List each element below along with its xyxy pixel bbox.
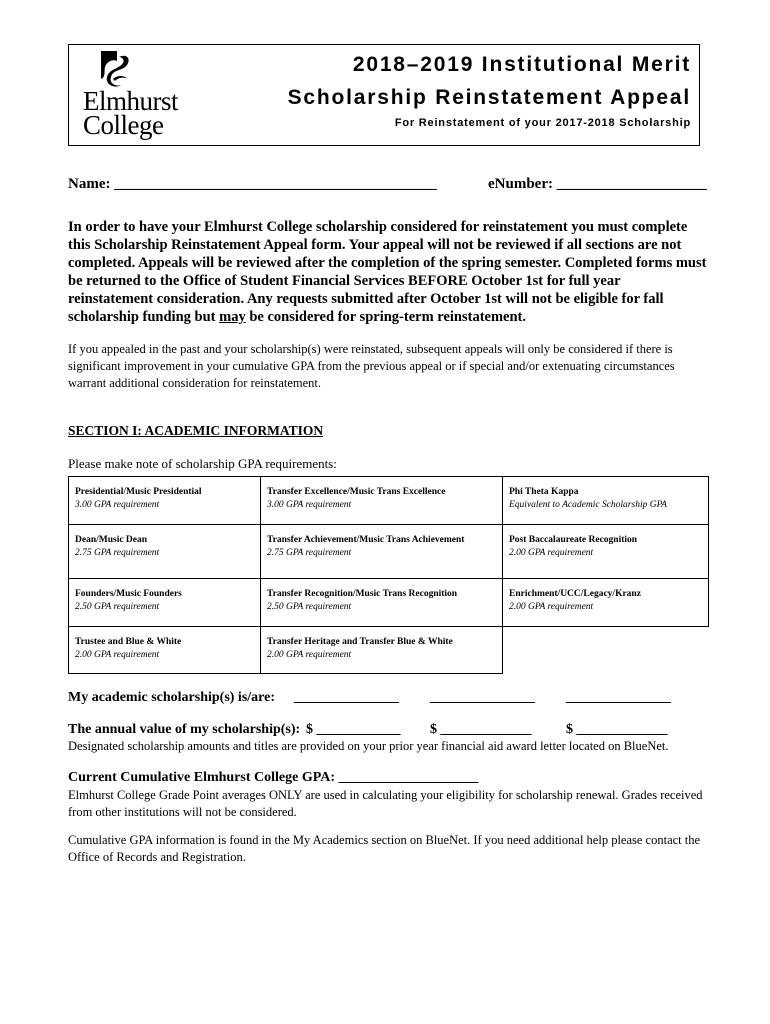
page-title-line1: 2018–2019 Institutional Merit xyxy=(352,53,691,76)
scholarship-name: Transfer Achievement/Music Trans Achievement xyxy=(267,535,465,545)
section-heading: SECTION I: ACADEMIC INFORMATION xyxy=(68,423,324,438)
name-blank[interactable]: ___________________________________________ xyxy=(114,176,437,192)
annual-value-field-1[interactable] xyxy=(306,722,401,738)
table-cell xyxy=(503,579,709,627)
header-box xyxy=(68,44,700,146)
currency-symbol: $ xyxy=(430,722,437,737)
scholarship-name: Founders/Music Founders xyxy=(75,589,182,599)
gpa-requirement: 3.00 GPA requirement xyxy=(75,500,160,510)
annual-value-blank-3[interactable]: _____________ xyxy=(576,722,668,737)
cumulative-gpa-paragraph: Cumulative GPA information is found in the My Academics section on BlueNet. If you need additional help please contact the Office of Records and Registration. xyxy=(68,833,701,864)
table-row xyxy=(69,579,709,627)
table-cell xyxy=(69,477,261,525)
table-row xyxy=(69,477,709,525)
gpa-label: Current Cumulative Elmhurst College GPA: xyxy=(68,770,336,785)
annual-value-row xyxy=(68,722,300,738)
logo-text-college: College xyxy=(83,110,164,140)
enumber-field[interactable] xyxy=(488,176,707,193)
table-cell xyxy=(69,627,261,674)
appeal-history-paragraph: If you appealed in the past and your scholarship(s) were reinstated, subsequent appeals will only be considered if there is significant improvement in your cumulative GPA from the previous appeal or if special and/or extenuating circumstances warrant additional consideration for reinstatement. xyxy=(68,342,675,390)
scholarship-name: Phi Theta Kappa xyxy=(509,487,579,497)
intro-paragraph xyxy=(68,218,708,326)
scholarship-name: Transfer Recognition/Music Trans Recognition xyxy=(267,589,458,599)
table-cell xyxy=(261,627,503,674)
gpa-requirement: 2.75 GPA requirement xyxy=(267,548,352,558)
scholarship-blank-1[interactable]: _______________ xyxy=(294,690,399,705)
intro-underlined-word: may xyxy=(219,309,246,325)
gpa-blank[interactable]: ____________________ xyxy=(338,770,479,785)
table-cell xyxy=(69,579,261,627)
table-cell xyxy=(69,525,261,579)
table-cell xyxy=(261,477,503,525)
annual-value-field-2[interactable] xyxy=(430,722,532,738)
designated-note: Designated scholarship amounts and titles are provided on your prior year financial aid award letter located on BlueNet. xyxy=(68,739,669,753)
scholarship-name: Enrichment/UCC/Legacy/Kranz xyxy=(509,589,641,599)
table-cell xyxy=(503,477,709,525)
gpa-requirement: 2.00 GPA requirement xyxy=(509,548,594,558)
enumber-blank[interactable]: ____________________ xyxy=(556,176,707,192)
gpa-requirement: 2.50 GPA requirement xyxy=(267,602,352,612)
table-cell xyxy=(503,525,709,579)
logo-text-elmhurst: Elmhurst xyxy=(83,86,178,116)
gpa-requirement: 3.00 GPA requirement xyxy=(267,500,352,510)
gpa-note: Please make note of scholarship GPA requirements: xyxy=(68,456,337,471)
intro-text-part2: be considered for spring-term reinstatement. xyxy=(245,309,526,325)
scholarship-name: Transfer Excellence/Music Trans Excellence xyxy=(267,487,446,497)
gpa-requirement: 2.00 GPA requirement xyxy=(509,602,594,612)
table-cell xyxy=(261,525,503,579)
gpa-requirement: 2.50 GPA requirement xyxy=(75,602,160,612)
intro-text-part1: In order to have your Elmhurst College scholarship considered for reinstatement you must complete this Scholarship Reinstatement Appeal form. Your appeal will not be reviewed if all sections are not completed. Appeals will be reviewed after the completion of the spring semester. Completed forms must be returned to the Office of Student Financial Services BEFORE October 1st for full year reinstatement consideration. Any requests submitted after October 1st will not be eligible for fall scholarship funding but xyxy=(68,219,707,325)
scholarship-name: Transfer Heritage and Transfer Blue & White xyxy=(267,637,453,647)
crest-icon xyxy=(99,49,133,89)
scholarship-name: Presidential/Music Presidential xyxy=(75,487,202,497)
gpa-eligibility-paragraph: Elmhurst College Grade Point averages ONLY are used in calculating your eligibility for scholarship renewal. Grades received from other institutions will not be considered. xyxy=(68,788,703,819)
annual-value-field-3[interactable] xyxy=(566,722,668,738)
gpa-requirement: Equivalent to Academic Scholarship GPA xyxy=(509,500,667,510)
currency-symbol: $ xyxy=(306,722,313,737)
table-cell-empty xyxy=(503,627,709,674)
name-label: Name: xyxy=(68,176,111,192)
annual-value-blank-1[interactable]: ____________ xyxy=(316,722,401,737)
annual-value-label: The annual value of my scholarship(s): xyxy=(68,722,301,737)
annual-value-blank-2[interactable]: _____________ xyxy=(440,722,532,737)
page-title-line2: Scholarship Reinstatement Appeal xyxy=(287,86,691,109)
page-subtitle: For Reinstatement of your 2017-2018 Scholarship xyxy=(394,117,691,129)
gpa-requirements-table xyxy=(68,476,709,674)
elmhurst-college-logo xyxy=(77,49,227,141)
scholarships-label: My academic scholarship(s) is/are: xyxy=(68,690,275,705)
table-cell xyxy=(261,579,503,627)
name-field[interactable] xyxy=(68,176,437,193)
gpa-requirement: 2.75 GPA requirement xyxy=(75,548,160,558)
scholarship-name: Dean/Music Dean xyxy=(75,535,148,545)
gpa-requirement: 2.00 GPA requirement xyxy=(267,650,352,660)
scholarship-blank-2[interactable]: _______________ xyxy=(430,690,535,705)
gpa-requirement: 2.00 GPA requirement xyxy=(75,650,160,660)
enumber-label: eNumber: xyxy=(488,176,553,192)
scholarship-name: Trustee and Blue & White xyxy=(75,637,182,647)
currency-symbol: $ xyxy=(566,722,573,737)
scholarship-name: Post Baccalaureate Recognition xyxy=(509,535,638,545)
table-row xyxy=(69,525,709,579)
gpa-field[interactable] xyxy=(68,770,479,786)
scholarship-blank-3[interactable]: _______________ xyxy=(566,690,671,705)
table-row xyxy=(69,627,709,674)
